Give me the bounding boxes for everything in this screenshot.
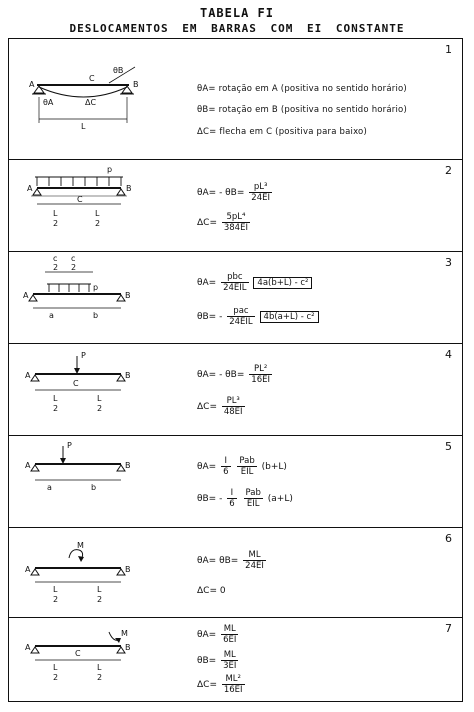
formula-theta-a: θA= $\frac{\text{pbc}}{\text{24EIL}}$ 4a(b+L) - c² (197, 272, 312, 293)
beam-figure-5 (9, 436, 189, 526)
fig-label: L (97, 585, 102, 594)
fig-label: L (53, 585, 58, 594)
table-row-7 (9, 617, 462, 702)
formula-deflection: ΔC= $\frac{\text{5pL⁴}}{384EI}$ (197, 212, 248, 233)
fig-label: C (75, 649, 81, 658)
row-number: 5 (445, 440, 452, 453)
fig-label: B (125, 371, 131, 380)
formula-deflection: ΔC= $\frac{\text{PL³}}{48EI}$ (197, 396, 243, 417)
fig-label: 2 (95, 219, 101, 228)
fig-label: P (81, 351, 86, 360)
fig-label: B (133, 80, 139, 89)
table-title: TABELA FI (199, 6, 275, 20)
formula-theta-a: θA= θB= $\frac{ML}{24EI}$ (197, 550, 264, 571)
fig-label: b (91, 483, 97, 492)
fig-label: A (25, 565, 31, 574)
formula-theta-b: θB= - $\frac{\text{pac}}{\text{24EIL}}$ 4b(a+L) - c² (197, 306, 319, 327)
table-row-5 (9, 435, 462, 526)
row-number: 7 (445, 622, 452, 635)
fig-label: M (77, 541, 84, 550)
fig-label: 2 (53, 404, 59, 413)
fig-label: C (73, 379, 79, 388)
formula-theta-a: θA= $\frac{ML}{6EI}$ (197, 624, 237, 645)
table-frame (8, 38, 463, 702)
fig-label: B (125, 461, 131, 470)
fig-label: L (81, 122, 86, 131)
definition-line: θA= rotação em A (positiva no sentido horário) (197, 84, 407, 94)
formula-theta-a: θA= - θB= $\frac{\text{pL³}}{24EI}$ (197, 182, 270, 203)
fig-label: L (95, 209, 100, 218)
fig-label: L (53, 663, 58, 672)
fig-label: b (93, 311, 99, 320)
fig-label: C (77, 195, 83, 204)
row-number: 2 (445, 164, 452, 177)
formula-deflection: ΔC= 0 (197, 586, 226, 596)
fig-label: c (71, 254, 76, 263)
fig-label: ΔC (85, 98, 97, 107)
formula-theta-b: θB= $\frac{ML}{3EI}$ (197, 650, 237, 671)
row-number: 1 (445, 43, 452, 56)
fig-label: L (53, 394, 58, 403)
fig-label: 2 (53, 219, 59, 228)
formula-theta-b: θB= - $\frac{I}{6}$ $\frac{\text{Pab}}{\text{EIL}}$ (a+L) (197, 488, 293, 509)
formula-theta-a: θA= $\frac{I}{6}$ $\frac{\text{Pab}}{\text{EIL}}$ (b+L) (197, 456, 287, 477)
fig-label: P (67, 441, 72, 450)
definition-line: ΔC= flecha em C (positiva para baixo) (197, 127, 367, 137)
beam-figure-3 (9, 252, 189, 342)
fig-label: 2 (53, 263, 59, 272)
fig-label: θA (43, 98, 54, 107)
fig-label: B (125, 291, 131, 300)
formula-deflection: ΔC= $\frac{\text{ML²}}{16EI}$ (197, 674, 243, 695)
table-subtitle: DESLOCAMENTOS EM BARRAS COM EI CONSTANTE (69, 22, 405, 35)
fig-label: C (89, 74, 95, 83)
definition-line: θB= rotação em B (positiva no sentido horário) (197, 105, 407, 115)
row-number: 6 (445, 532, 452, 545)
beam-figure-4 (9, 344, 189, 434)
fig-label: θB (113, 66, 124, 75)
formula-theta-a: θA= - θB= $\frac{\text{PL²}}{16EI}$ (197, 364, 270, 385)
fig-label: A (25, 461, 31, 470)
fig-label: A (25, 371, 31, 380)
fig-label: 2 (97, 673, 103, 682)
fig-label: 2 (53, 595, 59, 604)
fig-label: B (125, 565, 131, 574)
table-row-3 (9, 251, 462, 342)
table-row-2 (9, 159, 462, 250)
beam-figure-6 (9, 528, 189, 616)
fig-label: M (121, 629, 128, 638)
fig-label: a (49, 311, 54, 320)
fig-label: B (125, 643, 131, 652)
table-row-6 (9, 527, 462, 616)
fig-label: B (126, 184, 132, 193)
fig-label: A (23, 291, 29, 300)
fig-label: p (93, 283, 99, 292)
beam-figure-1 (9, 39, 189, 157)
fig-label: A (27, 184, 33, 193)
fig-label: c (53, 254, 58, 263)
fig-label: a (47, 483, 52, 492)
fig-label: A (25, 643, 31, 652)
fig-label: L (53, 209, 58, 218)
beam-figure-2 (9, 160, 189, 250)
table-row-1 (9, 39, 462, 157)
fig-label: 2 (97, 404, 103, 413)
fig-label: L (97, 663, 102, 672)
beam-figure-7 (9, 618, 189, 702)
fig-label: A (29, 80, 35, 89)
table-row-4 (9, 343, 462, 434)
fig-label: p (107, 165, 113, 174)
row-number: 3 (445, 256, 452, 269)
fig-label: L (97, 394, 102, 403)
fig-label: 2 (97, 595, 103, 604)
row-number: 4 (445, 348, 452, 361)
fig-label: 2 (53, 673, 59, 682)
fig-label: 2 (71, 263, 77, 272)
